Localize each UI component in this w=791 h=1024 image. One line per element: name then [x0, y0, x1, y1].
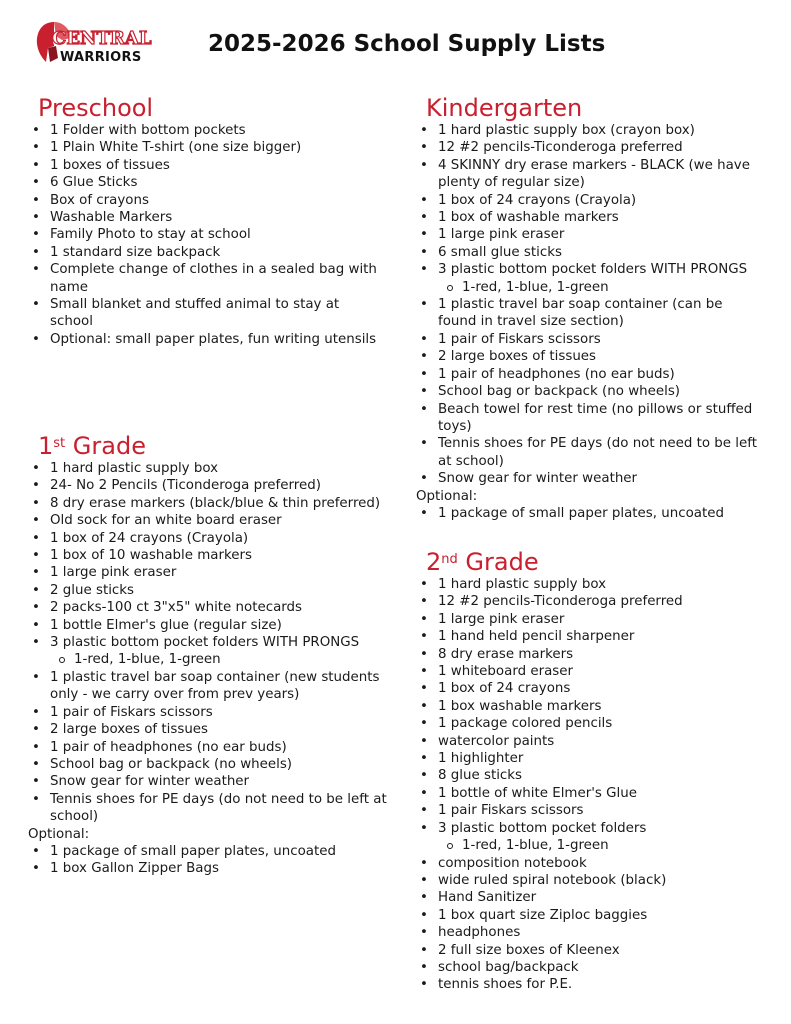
list-item: • Family Photo to stay at school [26, 226, 386, 243]
list-item: • 1 pair of headphones (no ear buds) [26, 739, 392, 756]
list-item: • Optional: small paper plates, fun writing utensils [26, 331, 386, 348]
heading-text: Grade [65, 432, 146, 460]
list-item: • 1 whiteboard eraser [414, 663, 764, 680]
list-item: • 1 Folder with bottom pockets [26, 122, 386, 139]
logo-text-central: CENTRAL [52, 28, 152, 49]
list-item: • 1 plastic travel bar soap container (can be found in travel size section) [414, 296, 764, 331]
list-item: • wide ruled spiral notebook (black) [414, 872, 764, 889]
list-item: • 1 box of 24 crayons (Crayola) [414, 192, 764, 209]
list-item: • Complete change of clothes in a sealed bag with name [26, 261, 386, 296]
list-item: • 2 glue sticks [26, 582, 392, 599]
list-item: • 1 pair Fiskars scissors [414, 802, 764, 819]
list-item: • 12 #2 pencils-Ticonderoga preferred [414, 139, 764, 156]
sub-list-item: 1-red, 1-blue, 1-green [26, 651, 392, 668]
list-item: • headphones [414, 924, 764, 941]
second-grade-section [414, 548, 764, 994]
first-grade-list [26, 460, 392, 826]
list-item: • tennis shoes for P.E. [414, 976, 764, 993]
list-item: • 1 pair of Fiskars scissors [414, 331, 764, 348]
list-item: • 1 box of 24 crayons [414, 680, 764, 697]
list-item: • 4 SKINNY dry erase markers - BLACK (we have plenty of regular size) [414, 157, 764, 192]
list-item: • Box of crayons [26, 192, 386, 209]
list-item: • Hand Sanitizer [414, 889, 764, 906]
list-item: • 1 package of small paper plates, uncoated [414, 505, 764, 522]
list-item: • 8 dry erase markers [414, 646, 764, 663]
list-item: • 1 large pink eraser [414, 611, 764, 628]
list-item: • 3 plastic bottom pocket folders WITH PRONGS [26, 634, 392, 651]
list-item: • school bag/backpack [414, 959, 764, 976]
list-item: • Old sock for an white board eraser [26, 512, 392, 529]
list-item: • 1 box washable markers [414, 698, 764, 715]
list-item: • watercolor paints [414, 733, 764, 750]
heading-number: 2 [426, 548, 442, 576]
list-item: • 1 pair of headphones (no ear buds) [414, 366, 764, 383]
list-item: • 6 Glue Sticks [26, 174, 386, 191]
second-grade-heading [414, 548, 764, 576]
list-item: • 2 large boxes of tissues [26, 721, 392, 738]
list-item: • 24- No 2 Pencils (Ticonderoga preferred) [26, 477, 392, 494]
optional-label: Optional: [28, 826, 90, 842]
list-item: • 1 bottle Elmer's glue (regular size) [26, 617, 392, 634]
list-item: • Snow gear for winter weather [26, 773, 392, 790]
kindergarten-optional-list [414, 505, 764, 522]
list-item: • 1 box of 24 crayons (Crayola) [26, 530, 392, 547]
sub-list-item: 1-red, 1-blue, 1-green [414, 279, 764, 296]
list-item: • Tennis shoes for PE days (do not need to be left at school) [414, 435, 764, 470]
second-grade-list [414, 576, 764, 994]
kindergarten-section [414, 94, 764, 522]
list-item: • 1 box quart size Ziploc baggies [414, 907, 764, 924]
list-item: • 2 full size boxes of Kleenex [414, 942, 764, 959]
list-item: • 1 boxes of tissues [26, 157, 386, 174]
list-item: • 12 #2 pencils-Ticonderoga preferred [414, 593, 764, 610]
preschool-heading: Preschool [38, 94, 154, 122]
list-item: • 1 Plain White T-shirt (one size bigger) [26, 139, 386, 156]
sub-list-item: 1-red, 1-blue, 1-green [414, 837, 764, 854]
first-grade-section [26, 432, 392, 878]
list-item: • School bag or backpack (no wheels) [414, 383, 764, 400]
list-item: • 6 small glue sticks [414, 244, 764, 261]
list-item: • 1 box of washable markers [414, 209, 764, 226]
list-item: • Washable Markers [26, 209, 386, 226]
list-item: • 1 box of 10 washable markers [26, 547, 392, 564]
list-item: • 1 bottle of white Elmer's Glue [414, 785, 764, 802]
heading-number: 1 [38, 432, 54, 460]
list-item: • 2 large boxes of tissues [414, 348, 764, 365]
list-item: • 8 glue sticks [414, 767, 764, 784]
kindergarten-list [414, 122, 764, 488]
logo-text-warriors: WARRIORS [60, 50, 142, 65]
list-item: • 1 hard plastic supply box [26, 460, 392, 477]
preschool-section [26, 94, 386, 348]
optional-label: Optional: [416, 488, 478, 504]
list-item: • 1 highlighter [414, 750, 764, 767]
list-item: • 1 large pink eraser [26, 564, 392, 581]
list-item: • Beach towel for rest time (no pillows or stuffed toys) [414, 401, 764, 436]
list-item: • 1 box Gallon Zipper Bags [26, 860, 392, 877]
first-grade-heading [26, 432, 392, 460]
heading-ordinal: st [53, 436, 66, 451]
school-logo [34, 18, 152, 70]
list-item: • Small blanket and stuffed animal to stay at school [26, 296, 386, 331]
preschool-list [26, 122, 386, 348]
list-item: • 1 package colored pencils [414, 715, 764, 732]
list-item: • composition notebook [414, 855, 764, 872]
page-title: 2025-2026 School Supply Lists [208, 31, 606, 57]
list-item: • School bag or backpack (no wheels) [26, 756, 392, 773]
list-item: • 1 hand held pencil sharpener [414, 628, 764, 645]
list-item: • 1 package of small paper plates, uncoated [26, 843, 392, 860]
kindergarten-heading: Kindergarten [426, 94, 583, 122]
list-item: • Snow gear for winter weather [414, 470, 764, 487]
list-item: • 1 pair of Fiskars scissors [26, 704, 392, 721]
first-grade-optional-list [26, 843, 392, 878]
heading-ordinal: nd [441, 552, 458, 567]
list-item: • 1 standard size backpack [26, 244, 386, 261]
list-item: • 1 hard plastic supply box [414, 576, 764, 593]
list-item: • 2 packs-100 ct 3"x5" white notecards [26, 599, 392, 616]
list-item: • 1 large pink eraser [414, 226, 764, 243]
list-item: • 1 hard plastic supply box (crayon box) [414, 122, 764, 139]
list-item: • 3 plastic bottom pocket folders [414, 820, 764, 837]
list-item: • 1 plastic travel bar soap container (new students only - we carry over from prev years) [26, 669, 392, 704]
list-item: • 8 dry erase markers (black/blue & thin preferred) [26, 495, 392, 512]
list-item: • 3 plastic bottom pocket folders WITH PRONGS [414, 261, 764, 278]
heading-text: Grade [457, 548, 539, 576]
list-item: • Tennis shoes for PE days (do not need to be left at school) [26, 791, 392, 826]
